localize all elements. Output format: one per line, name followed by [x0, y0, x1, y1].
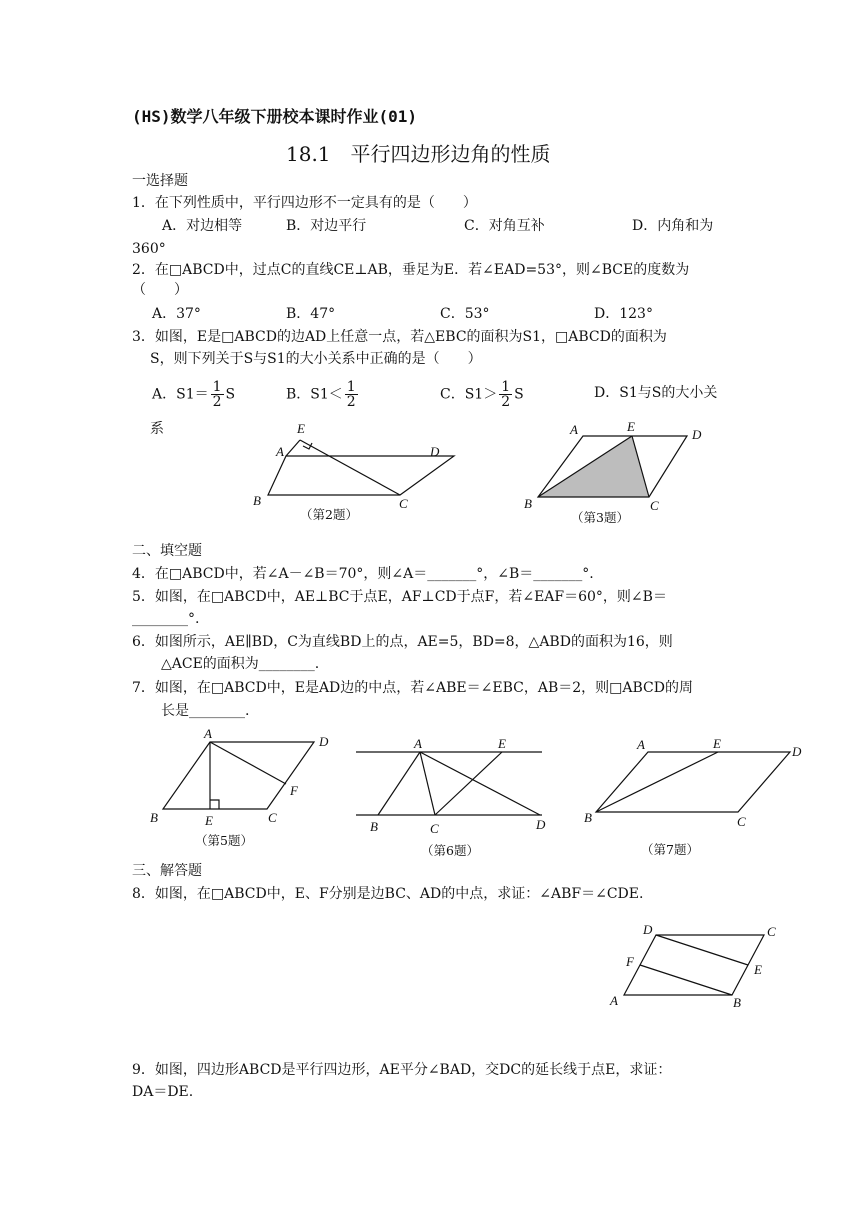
q2-option-b: B．47° — [286, 306, 336, 322]
q1-stem: 1．在下列性质中，平行四边形不一定具有的是（ ） — [132, 195, 477, 211]
q1-option-d: D．内角和为 — [632, 218, 714, 234]
fig5-label-e: E — [205, 813, 213, 828]
fig7-label-e: E — [713, 736, 721, 751]
fig8-label-a: A — [610, 993, 618, 1008]
fig6-label-c: C — [430, 821, 439, 836]
fig2-caption: （第2题） — [300, 507, 358, 522]
fig7-label-a: A — [637, 737, 645, 752]
q7-text: 7．如图，在□ABCD中，E是AD边的中点，若∠ABE＝∠EBC，AB＝2，则□ABCD的周 — [132, 680, 693, 696]
q3-option-a-suffix: S — [225, 386, 236, 403]
fig7-label-b: B — [584, 810, 592, 825]
fraction-numerator: 1 — [346, 379, 356, 395]
fig5-caption: （第5题） — [195, 833, 253, 848]
fig3-caption: （第3题） — [571, 510, 629, 525]
fraction-denominator: 2 — [346, 394, 356, 410]
q4-text: 4．在□ABCD中，若∠A－∠B＝70°，则∠A＝_______°，∠B＝_______°. — [132, 566, 594, 582]
fraction-numerator: 1 — [212, 379, 222, 395]
fig3-label-b: B — [524, 496, 532, 511]
fig5-label-a: A — [204, 726, 212, 741]
section-solve: 三、解答题 — [132, 863, 202, 879]
q3-stem-wrap: S，则下列关于S与S1的大小关系中正确的是（ ） — [150, 351, 482, 367]
fraction-denominator: 2 — [212, 394, 222, 410]
fig2-label-b: B — [253, 493, 261, 508]
fig3-label-d: D — [692, 427, 702, 442]
fig6-label-a: A — [414, 736, 422, 751]
fig2-label-e: E — [297, 421, 305, 436]
q9-text-wrap: DA＝DE. — [132, 1084, 194, 1100]
fig8-label-f: F — [626, 954, 634, 969]
q3-option-d-wrap: 系 — [150, 421, 164, 437]
fraction-denominator: 2 — [501, 394, 511, 410]
fig3-label-c: C — [650, 498, 659, 513]
q5-text-wrap: ________°. — [132, 611, 200, 627]
fig8-label-c: C — [767, 924, 776, 939]
q3-option-b-prefix: B．S1＜ — [286, 386, 343, 403]
fig7-label-c: C — [737, 814, 746, 829]
q3-option-c-suffix: S — [514, 386, 524, 403]
q2-stem-wrap: （ ） — [132, 282, 188, 298]
fig7-label-d: D — [792, 744, 802, 759]
worksheet-header: (HS)数学八年级下册校本课时作业(01) — [132, 107, 418, 126]
fig5-label-d: D — [319, 734, 329, 749]
q3-option-a-prefix: A．S1＝ — [152, 386, 209, 403]
q6-text: 6．如图所示，AE∥BD，C为直线BD上的点，AE=5，BD=8，△ABD的面积为16，则 — [132, 634, 673, 650]
q7-text-wrap: 长是________. — [161, 703, 250, 719]
q1-option-d-wrap: 360° — [132, 241, 166, 257]
fig8-label-d: D — [643, 922, 653, 937]
q3-stem: 3．如图，E是□ABCD的边AD上任意一点，若△EBC的面积为S1，□ABCD的面积为 — [132, 329, 667, 345]
fig2-label-d: D — [430, 444, 440, 459]
fig6-caption: （第6题） — [421, 843, 479, 858]
q1-option-c: C．对角互补 — [464, 218, 545, 234]
fig2-label-c: C — [399, 496, 408, 511]
q8-text: 8．如图，在□ABCD中，E、F分别是边BC、AD的中点，求证：∠ABF＝∠CDE. — [132, 886, 644, 902]
fig5-label-f: F — [290, 783, 298, 798]
fig6-label-e: E — [498, 736, 506, 751]
fig6-label-d: D — [536, 817, 546, 832]
fraction-numerator: 1 — [501, 379, 511, 395]
fig8-label-b: B — [733, 995, 741, 1010]
q2-stem: 2．在□ABCD中，过点C的直线CE⊥AB，垂足为E．若∠EAD=53°，则∠BCE的度数为 — [132, 262, 690, 278]
q1-option-a: A．对边相等 — [162, 218, 243, 234]
section-fill: 二、填空题 — [132, 543, 202, 559]
q3-option-d: D．S1与S的大小关 — [594, 385, 718, 401]
fig7-caption: （第7题） — [641, 842, 699, 857]
fig3-label-e: E — [627, 419, 635, 434]
q9-text: 9．如图，四边形ABCD是平行四边形，AE平分∠BAD，交DC的延长线于点E，求证： — [132, 1062, 672, 1078]
fig2-label-a: A — [276, 444, 284, 459]
q6-text-wrap: △ACE的面积为________. — [161, 656, 320, 672]
fig5-label-b: B — [150, 810, 158, 825]
fig6-label-b: B — [370, 819, 378, 834]
q3-option-c-prefix: C．S1＞ — [440, 386, 498, 403]
fig8-label-e: E — [754, 962, 762, 977]
section-choice: 一选择题 — [132, 173, 188, 189]
q5-text: 5．如图，在□ABCD中，AE⊥BC于点E，AF⊥CD于点F，若∠EAF＝60°，则∠B＝ — [132, 589, 667, 605]
q2-option-a: A．37° — [152, 306, 201, 322]
fig3-label-a: A — [570, 422, 578, 437]
q2-option-d: D．123° — [594, 306, 653, 322]
q2-option-c: C．53° — [440, 306, 490, 322]
q1-option-b: B．对边平行 — [286, 218, 367, 234]
fig5-label-c: C — [268, 810, 277, 825]
page-title: 18.1 平行四边形边角的性质 — [286, 142, 551, 166]
